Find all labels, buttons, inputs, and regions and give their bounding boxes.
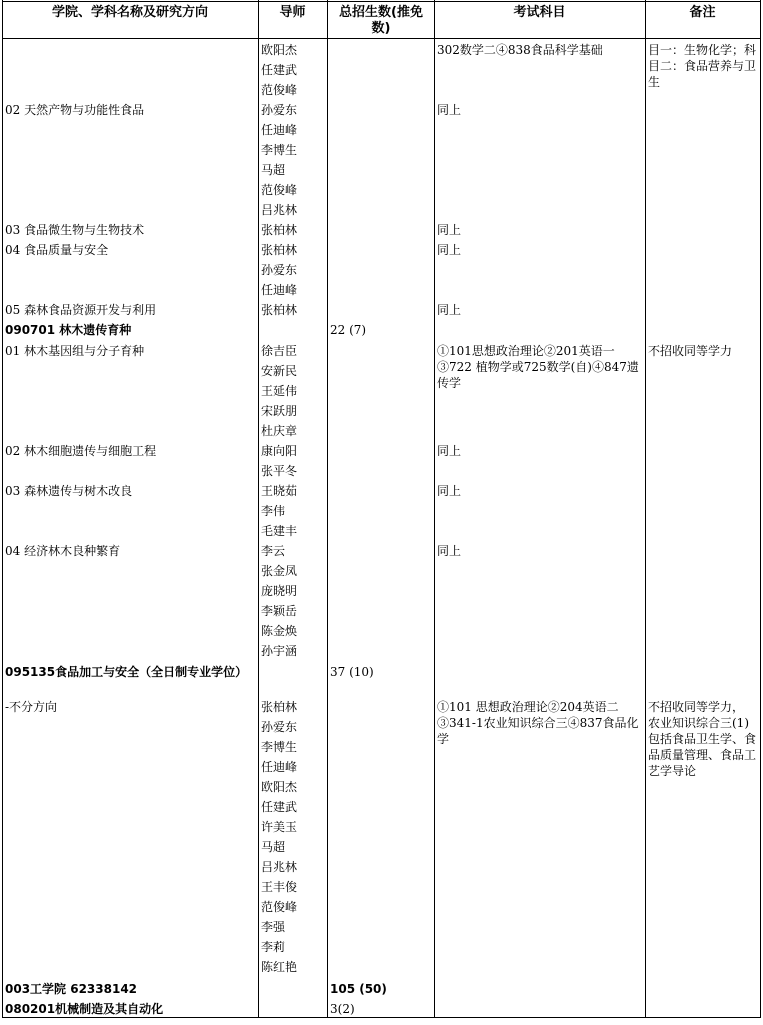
exam-subjects: ①101 思想政治理论②204英语二③341-1农业知识综合三④837食品化学 (437, 700, 639, 746)
tutor-name: 安新民 (261, 364, 298, 378)
tutor-name: 孙爱东 (261, 720, 298, 734)
tutor-name: 徐吉臣 (261, 344, 298, 358)
research-direction: 03 食品微生物与生物技术 (5, 223, 145, 237)
enrollment-count: 3(2) (330, 1002, 355, 1016)
exam-subjects: 同上 (437, 484, 462, 498)
tutor-name: 孙宇涵 (261, 644, 298, 658)
grid-line (2, 1, 761, 2)
grid-line (2, 0, 3, 1017)
tutor-name: 李博生 (261, 143, 298, 157)
tutor-name: 任迪峰 (261, 123, 298, 137)
tutor-name: 庞晓明 (261, 584, 298, 598)
exam-subjects: 同上 (437, 103, 462, 117)
remarks: 目一：生物化学；科目二：食品营养与卫生 (648, 43, 757, 89)
header-direction: 学院、学科名称及研究方向 (51, 5, 208, 20)
remarks: 不招收同等学力， 农业知识综合三(1) 包括食品卫生学、食品质量管理、食品工艺学导论 (648, 700, 757, 778)
tutor-name: 张金凤 (261, 564, 298, 578)
tutor-name: 李强 (261, 920, 286, 934)
tutor-name: 许美玉 (261, 820, 298, 834)
tutor-name: 陈金焕 (261, 624, 298, 638)
tutor-name: 欧阳杰 (261, 780, 298, 794)
research-direction: 02 林木细胞遗传与细胞工程 (5, 444, 157, 458)
exam-subjects: 同上 (437, 303, 462, 317)
program-name: 080201机械制造及其自动化 (5, 1002, 164, 1016)
tutor-name: 毛建丰 (261, 524, 298, 538)
tutor-name: 马超 (261, 163, 286, 177)
tutor-name: 王延伟 (261, 384, 298, 398)
grid-line (258, 0, 259, 1017)
research-direction: 04 食品质量与安全 (5, 243, 109, 257)
exam-subjects: ①101思想政治理论②201英语一③722 植物学或725数学(自)④847遗传学 (437, 344, 639, 390)
research-direction: 02 天然产物与功能性食品 (5, 103, 145, 117)
tutor-name: 李云 (261, 544, 286, 558)
tutor-name: 任建武 (261, 63, 298, 77)
tutor-name: 宋跃朋 (261, 404, 298, 418)
tutor-name: 范俊峰 (261, 183, 298, 197)
research-direction: 04 经济林木良种繁育 (5, 544, 121, 558)
program-name: 095135食品加工与安全（全日制专业学位） (5, 665, 248, 679)
exam-subjects: 同上 (437, 544, 462, 558)
exam-subjects: 同上 (437, 444, 462, 458)
program-name: 090701 林木遗传育种 (5, 323, 132, 337)
tutor-name: 欧阳杰 (261, 43, 298, 57)
tutor-name: 王丰俊 (261, 880, 298, 894)
header-tutor: 导师 (279, 5, 306, 20)
tutor-name: 康向阳 (261, 444, 298, 458)
enrollment-count: 105 (50) (330, 982, 387, 996)
tutor-name: 张柏林 (261, 700, 298, 714)
research-direction: -不分方向 (5, 700, 58, 714)
grid-line (760, 0, 761, 1017)
research-direction: 05 森林食品资源开发与利用 (5, 303, 157, 317)
exam-subjects: 同上 (437, 223, 462, 237)
exam-subjects: 同上 (437, 243, 462, 257)
tutor-name: 孙爱东 (261, 263, 298, 277)
tutor-name: 张柏林 (261, 303, 298, 317)
tutor-name: 张平冬 (261, 464, 298, 478)
tutor-name: 任迪峰 (261, 760, 298, 774)
tutor-name: 陈红艳 (261, 960, 298, 974)
tutor-name: 王晓茹 (261, 484, 298, 498)
tutor-name: 李莉 (261, 940, 286, 954)
tutor-name: 孙爱东 (261, 103, 298, 117)
tutor-name: 范俊峰 (261, 900, 298, 914)
tutor-name: 李博生 (261, 740, 298, 754)
tutor-name: 杜庆章 (261, 424, 298, 438)
tutor-name: 任建武 (261, 800, 298, 814)
tutor-name: 李颖岳 (261, 604, 298, 618)
tutor-name: 范俊峰 (261, 83, 298, 97)
grid-line (434, 0, 435, 1017)
header-remarks: 备注 (689, 5, 716, 20)
enrollment-count: 37 (10) (330, 665, 374, 679)
research-direction: 03 森林遗传与树木改良 (5, 484, 133, 498)
tutor-name: 马超 (261, 840, 286, 854)
header-underline (2, 38, 761, 39)
tutor-name: 张柏林 (261, 223, 298, 237)
grid-line (327, 0, 328, 1017)
enrollment-count: 22 (7) (330, 323, 367, 337)
tutor-name: 吕兆林 (261, 203, 298, 217)
research-direction: 01 林木基因组与分子育种 (5, 344, 145, 358)
exam-subjects: 302数学二④838食品科学基础 (437, 43, 603, 57)
header-exam: 考试科目 (513, 5, 566, 20)
tutor-name: 任迪峰 (261, 283, 298, 297)
tutor-name: 李伟 (261, 504, 286, 518)
header-enrollment: 总招生数(推免数) (339, 5, 423, 36)
tutor-name: 张柏林 (261, 243, 298, 257)
tutor-name: 吕兆林 (261, 860, 298, 874)
grid-line (645, 0, 646, 1017)
remarks: 不招收同等学力 (648, 344, 733, 358)
program-name: 003工学院 62338142 (5, 982, 138, 996)
